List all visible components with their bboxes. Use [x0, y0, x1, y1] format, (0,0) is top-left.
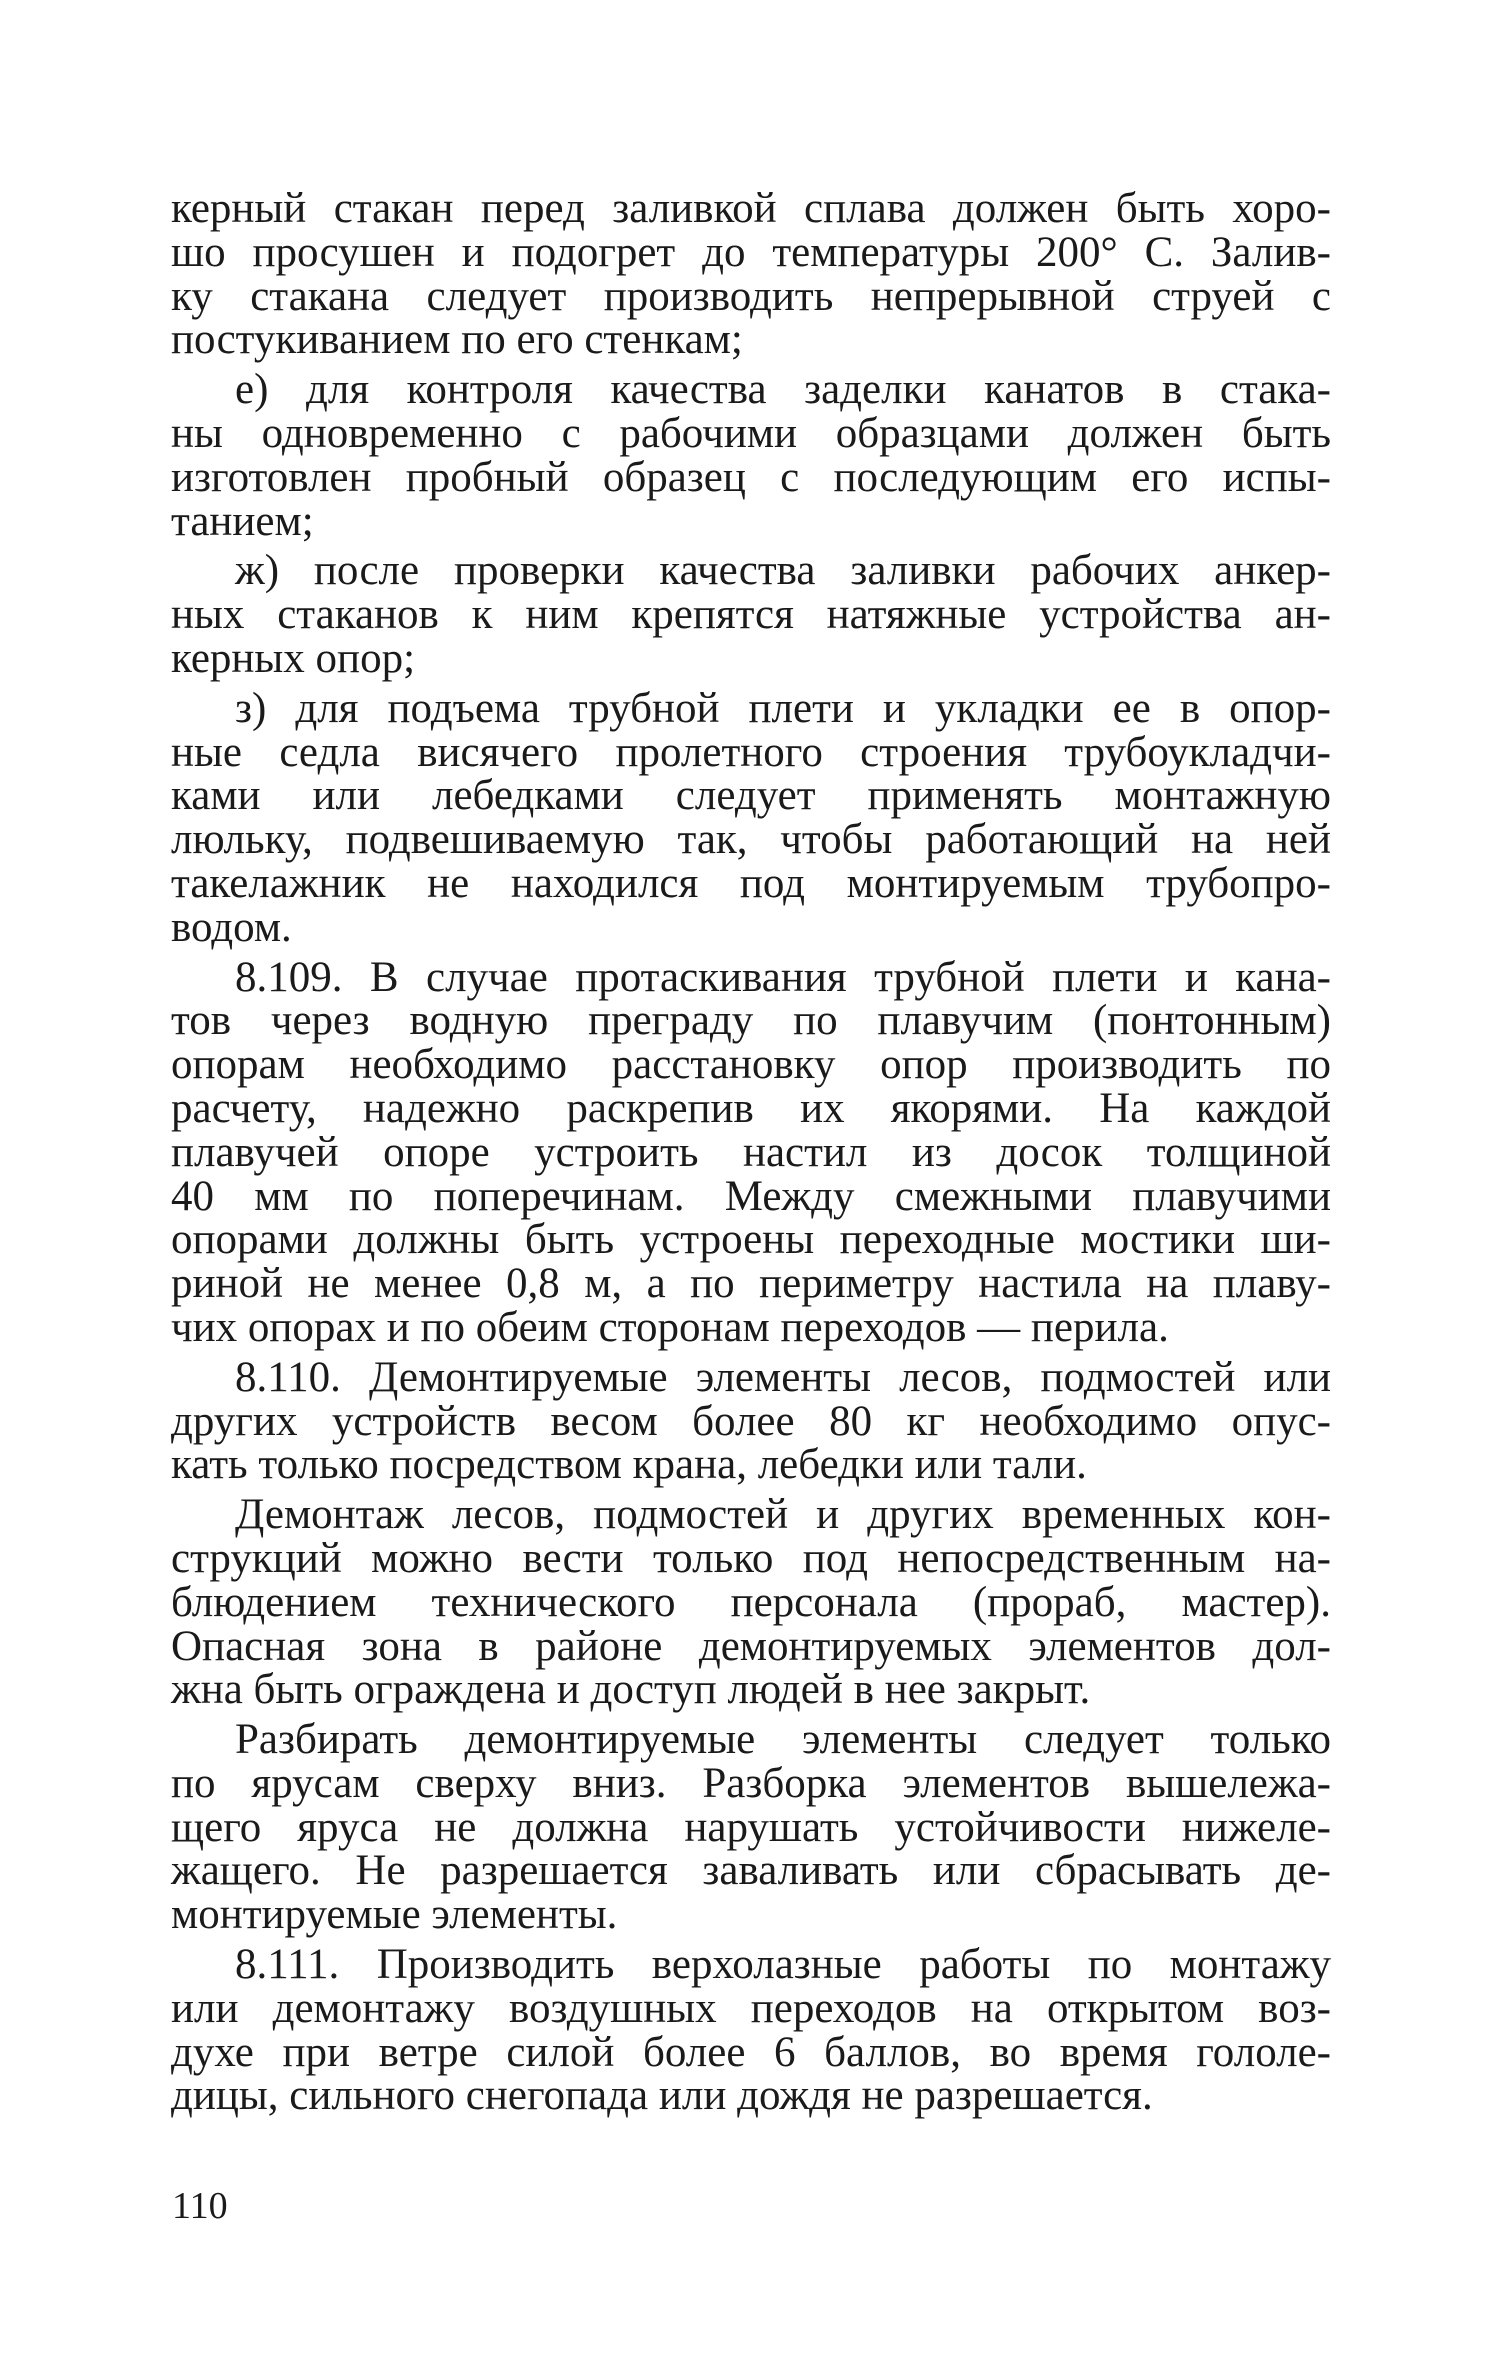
- paragraph: [171, 684, 1331, 951]
- paragraph: [171, 1943, 1331, 2118]
- text-line: расчету, надежно раскрепив их якорями. На каждой: [171, 1084, 1331, 1132]
- text-line: шо просушен и подогрет до температуры 200° С. Залив-: [171, 228, 1331, 276]
- text-line: чих опорах и по обеим сторонам переходов — перила.: [171, 1303, 1169, 1351]
- text-line: или демонтажу воздушных переходов на открытом воз-: [171, 1984, 1331, 2032]
- text-line: духе при ветре силой более 6 баллов, во время гололе-: [171, 2028, 1331, 2076]
- text-line: Опасная зона в районе демонтируемых элементов дол-: [171, 1622, 1331, 1670]
- text-line: жна быть ограждена и доступ людей в нее закрыт.: [171, 1666, 1091, 1714]
- text-line: водом.: [171, 903, 292, 951]
- paragraph: [171, 549, 1331, 680]
- text-line: ж) после проверки качества заливки рабочих анкер-: [235, 547, 1331, 595]
- text-line: 8.111. Производить верхолазные работы по монтажу: [235, 1941, 1331, 1989]
- text-line: ками или лебедками следует применять монтажную: [171, 772, 1331, 820]
- paragraph: [171, 953, 1331, 1351]
- text-line: блюдением технического персонала (прораб, мастер).: [171, 1578, 1331, 1626]
- text-line: щего яруса не должна нарушать устойчивости нижеле-: [171, 1803, 1331, 1851]
- text-line: такелажник не находился под монтируемым трубопро-: [171, 859, 1331, 907]
- paragraph: [171, 368, 1331, 543]
- page-number: 110: [172, 2185, 228, 2227]
- text-line: е) для контроля качества заделки канатов в стака-: [235, 366, 1331, 414]
- text-line: риной не менее 0,8 м, а по периметру настила на плаву-: [171, 1260, 1331, 1308]
- text-line: ку стакана следует производить непрерывной струей с: [171, 272, 1331, 320]
- text-line: 40 мм по поперечинам. Между смежными плавучими: [171, 1172, 1331, 1220]
- text-line: монтируемые элементы.: [171, 1891, 618, 1939]
- text-line: изготовлен пробный образец с последующим его испы-: [171, 453, 1331, 501]
- text-line: керных опор;: [171, 634, 416, 682]
- text-line: кать только посредством крана, лебедки или тали.: [171, 1441, 1087, 1489]
- text-line: других устройств весом более 80 кг необходимо опус-: [171, 1397, 1331, 1445]
- paragraph: [171, 1353, 1331, 1489]
- text-line: опорам необходимо расстановку опор производить по: [171, 1041, 1331, 1089]
- text-line: дицы, сильного снегопада или дождя не разрешается.: [171, 2072, 1153, 2120]
- text-line: з) для подъема трубной плети и укладки ее в опор-: [235, 684, 1331, 732]
- text-line: по ярусам сверху вниз. Разборка элементов вышележа-: [171, 1759, 1331, 1807]
- text-line: Демонтаж лесов, подмостей и других временных кон-: [235, 1491, 1331, 1539]
- text-line: плавучей опоре устроить настил из досок толщиной: [171, 1128, 1331, 1176]
- text-line: тов через водную преграду по плавучим (понтонным): [171, 997, 1331, 1045]
- text-line: ных стаканов к ним крепятся натяжные устройства ан-: [171, 591, 1331, 639]
- text-line: Разбирать демонтируемые элементы следует только: [235, 1716, 1331, 1764]
- paragraph: [171, 1493, 1331, 1712]
- paragraph: [171, 1718, 1331, 1937]
- text-line: 8.109. В случае протаскивания трубной плети и кана-: [235, 953, 1331, 1001]
- page-body: [171, 187, 1331, 2118]
- text-line: струкций можно вести только под непосредственным на-: [171, 1534, 1331, 1582]
- text-line: люльку, подвешиваемую так, чтобы работающий на ней: [171, 816, 1331, 864]
- text-line: жащего. Не разрешается заваливать или сбрасывать де-: [171, 1847, 1331, 1895]
- text-line: ные седла висячего пролетного строения трубоукладчи-: [171, 728, 1331, 776]
- paragraph: [171, 187, 1331, 362]
- text-line: 8.110. Демонтируемые элементы лесов, подмостей или: [235, 1353, 1331, 1401]
- text-line: ны одновременно с рабочими образцами должен быть: [171, 409, 1331, 457]
- text-line: керный стакан перед заливкой сплава должен быть хоро-: [171, 185, 1331, 232]
- text-line: опорами должны быть устроены переходные мостики ши-: [171, 1216, 1331, 1264]
- text-line: постукиванием по его стенкам;: [171, 316, 743, 364]
- text-line: танием;: [171, 497, 314, 545]
